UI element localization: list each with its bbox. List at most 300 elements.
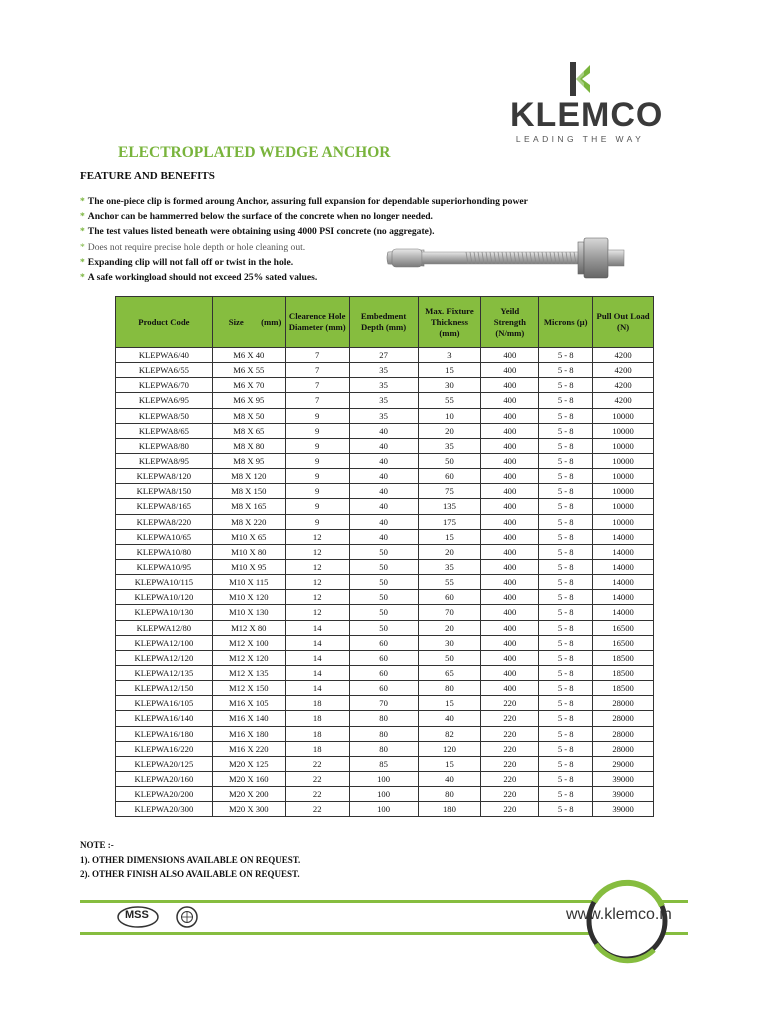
table-row xyxy=(116,408,654,423)
table-cell: 5 - 8 xyxy=(539,787,593,802)
table-cell: M10 X 95 xyxy=(212,559,285,574)
table-cell: M10 X 120 xyxy=(212,590,285,605)
table-cell: 12 xyxy=(285,605,349,620)
table-cell: KLEPWA20/160 xyxy=(116,771,213,786)
table-cell: 50 xyxy=(418,650,481,665)
table-row xyxy=(116,514,654,529)
table-row xyxy=(116,499,654,514)
table-cell: 39000 xyxy=(593,802,654,817)
column-header: Max. Fixture Thickness (mm) xyxy=(418,297,481,348)
table-cell: KLEPWA16/140 xyxy=(116,711,213,726)
table-cell: 28000 xyxy=(593,726,654,741)
table-cell: M8 X 120 xyxy=(212,469,285,484)
table-cell: 12 xyxy=(285,544,349,559)
table-cell: 70 xyxy=(418,605,481,620)
table-cell: 220 xyxy=(481,726,539,741)
table-cell: 5 - 8 xyxy=(539,802,593,817)
table-cell: 4200 xyxy=(593,348,654,363)
table-cell: 55 xyxy=(418,575,481,590)
table-cell: M20 X 125 xyxy=(212,756,285,771)
table-cell: M8 X 80 xyxy=(212,438,285,453)
table-cell: KLEPWA6/55 xyxy=(116,363,213,378)
table-cell: 5 - 8 xyxy=(539,741,593,756)
note-item: 2). OTHER FINISH ALSO AVAILABLE ON REQUEST. xyxy=(80,869,300,879)
table-cell: 175 xyxy=(418,514,481,529)
table-row xyxy=(116,711,654,726)
table-cell: 15 xyxy=(418,756,481,771)
table-cell: 400 xyxy=(481,635,539,650)
table-cell: M16 X 220 xyxy=(212,741,285,756)
bullet-star-icon: * xyxy=(80,211,85,223)
table-cell: 9 xyxy=(285,438,349,453)
table-cell: 4200 xyxy=(593,393,654,408)
table-cell: 180 xyxy=(418,802,481,817)
table-cell: 22 xyxy=(285,771,349,786)
table-row xyxy=(116,665,654,680)
feature-item: * The test values listed beneath were obtaining using 4000 PSI concrete (no aggregate). xyxy=(80,226,435,238)
table-cell: 14000 xyxy=(593,559,654,574)
table-cell: 16500 xyxy=(593,620,654,635)
table-cell: 28000 xyxy=(593,711,654,726)
table-cell: 5 - 8 xyxy=(539,363,593,378)
table-cell: KLEPWA10/130 xyxy=(116,605,213,620)
table-cell: M8 X 220 xyxy=(212,514,285,529)
column-header: Size (mm) xyxy=(212,297,285,348)
table-cell: 5 - 8 xyxy=(539,499,593,514)
table-row xyxy=(116,423,654,438)
table-cell: KLEPWA20/200 xyxy=(116,787,213,802)
table-cell: 5 - 8 xyxy=(539,590,593,605)
table-cell: 10000 xyxy=(593,438,654,453)
column-header: Pull Out Load (N) xyxy=(593,297,654,348)
table-cell: 5 - 8 xyxy=(539,378,593,393)
table-cell: 5 - 8 xyxy=(539,529,593,544)
table-cell: 400 xyxy=(481,605,539,620)
table-row xyxy=(116,650,654,665)
table-cell: 14000 xyxy=(593,590,654,605)
table-cell: KLEPWA10/95 xyxy=(116,559,213,574)
table-cell: 35 xyxy=(349,378,418,393)
table-cell: KLEPWA12/100 xyxy=(116,635,213,650)
table-cell: 35 xyxy=(349,363,418,378)
table-cell: 400 xyxy=(481,393,539,408)
table-body xyxy=(116,348,654,817)
table-cell: 40 xyxy=(418,771,481,786)
bullet-star-icon: * xyxy=(80,241,85,253)
table-cell: 60 xyxy=(349,650,418,665)
table-cell: 85 xyxy=(349,756,418,771)
table-cell: 9 xyxy=(285,484,349,499)
table-cell: 400 xyxy=(481,348,539,363)
table-cell: M16 X 105 xyxy=(212,696,285,711)
table-cell: M10 X 65 xyxy=(212,529,285,544)
table-cell: 65 xyxy=(418,665,481,680)
table-cell: 15 xyxy=(418,363,481,378)
table-cell: KLEPWA12/150 xyxy=(116,681,213,696)
table-cell: M8 X 65 xyxy=(212,423,285,438)
table-cell: 10000 xyxy=(593,408,654,423)
table-cell: 20 xyxy=(418,423,481,438)
table-row xyxy=(116,378,654,393)
table-cell: 220 xyxy=(481,696,539,711)
table-cell: 10000 xyxy=(593,484,654,499)
table-cell: 5 - 8 xyxy=(539,348,593,363)
table-cell: M12 X 135 xyxy=(212,665,285,680)
table-cell: 9 xyxy=(285,408,349,423)
table-cell: 400 xyxy=(481,453,539,468)
table-cell: 7 xyxy=(285,363,349,378)
table-row xyxy=(116,469,654,484)
table-cell: KLEPWA8/165 xyxy=(116,499,213,514)
table-cell: 18 xyxy=(285,711,349,726)
table-cell: 400 xyxy=(481,363,539,378)
column-header: Product Code xyxy=(116,297,213,348)
table-cell: 400 xyxy=(481,378,539,393)
column-header: Microns (µ) xyxy=(539,297,593,348)
feature-item: * The one-piece clip is formed aroung Anchor, assuring full expansion for dependable superiorhonding power xyxy=(80,196,528,207)
table-cell: 14000 xyxy=(593,544,654,559)
table-cell: 14000 xyxy=(593,575,654,590)
table-cell: 135 xyxy=(418,499,481,514)
table-cell: M6 X 70 xyxy=(212,378,285,393)
table-cell: M10 X 80 xyxy=(212,544,285,559)
brand-name: KLEMCO xyxy=(510,96,664,134)
table-row xyxy=(116,453,654,468)
table-cell: 18500 xyxy=(593,681,654,696)
table-cell: M8 X 50 xyxy=(212,408,285,423)
table-cell: KLEPWA12/135 xyxy=(116,665,213,680)
table-cell: 220 xyxy=(481,756,539,771)
column-header: Yeild Strength (N/mm) xyxy=(481,297,539,348)
table-cell: M12 X 100 xyxy=(212,635,285,650)
table-cell: 400 xyxy=(481,681,539,696)
table-cell: 5 - 8 xyxy=(539,681,593,696)
table-cell: M10 X 115 xyxy=(212,575,285,590)
table-cell: 10000 xyxy=(593,514,654,529)
table-cell: 7 xyxy=(285,393,349,408)
table-cell: 220 xyxy=(481,787,539,802)
table-cell: 40 xyxy=(349,529,418,544)
table-cell: 5 - 8 xyxy=(539,771,593,786)
table-cell: 30 xyxy=(418,635,481,650)
table-cell: 400 xyxy=(481,544,539,559)
table-row xyxy=(116,696,654,711)
table-cell: M8 X 150 xyxy=(212,484,285,499)
table-header-row xyxy=(116,297,654,348)
table-cell: 15 xyxy=(418,696,481,711)
table-cell: 40 xyxy=(349,514,418,529)
table-row xyxy=(116,756,654,771)
table-cell: 14 xyxy=(285,665,349,680)
brand-logo xyxy=(510,62,664,144)
table-cell: 50 xyxy=(349,575,418,590)
table-cell: 60 xyxy=(349,681,418,696)
table-row xyxy=(116,348,654,363)
table-cell: 5 - 8 xyxy=(539,635,593,650)
table-cell: 10 xyxy=(418,408,481,423)
table-cell: KLEPWA12/80 xyxy=(116,620,213,635)
table-cell: 4200 xyxy=(593,363,654,378)
table-cell: 10000 xyxy=(593,499,654,514)
bullet-star-icon: * xyxy=(80,256,85,268)
table-cell: 9 xyxy=(285,469,349,484)
table-cell: 400 xyxy=(481,575,539,590)
table-cell: 5 - 8 xyxy=(539,575,593,590)
table-cell: KLEPWA6/95 xyxy=(116,393,213,408)
table-cell: 5 - 8 xyxy=(539,453,593,468)
feature-item: * Does not require precise hole depth or hole cleaning out. xyxy=(80,241,306,253)
table-cell: 18500 xyxy=(593,650,654,665)
bullet-star-icon: * xyxy=(80,226,85,238)
table-row xyxy=(116,635,654,650)
table-cell: 15 xyxy=(418,529,481,544)
table-row xyxy=(116,484,654,499)
table-cell: 400 xyxy=(481,514,539,529)
table-cell: 40 xyxy=(349,423,418,438)
table-cell: KLEPWA10/115 xyxy=(116,575,213,590)
table-cell: 80 xyxy=(418,787,481,802)
table-cell: 400 xyxy=(481,438,539,453)
table-cell: 10000 xyxy=(593,469,654,484)
table-cell: 16500 xyxy=(593,635,654,650)
table-cell: 50 xyxy=(349,590,418,605)
table-cell: KLEPWA8/220 xyxy=(116,514,213,529)
table-cell: 80 xyxy=(349,741,418,756)
table-cell: M10 X 130 xyxy=(212,605,285,620)
table-cell: 5 - 8 xyxy=(539,605,593,620)
table-cell: 4200 xyxy=(593,378,654,393)
table-cell: M20 X 300 xyxy=(212,802,285,817)
table-row xyxy=(116,529,654,544)
table-cell: 400 xyxy=(481,499,539,514)
table-cell: 80 xyxy=(418,681,481,696)
table-cell: M8 X 95 xyxy=(212,453,285,468)
table-cell: M6 X 95 xyxy=(212,393,285,408)
table-cell: M20 X 200 xyxy=(212,787,285,802)
column-header: Clearence Hole Diameter (mm) xyxy=(285,297,349,348)
table-cell: 220 xyxy=(481,802,539,817)
table-cell: 100 xyxy=(349,787,418,802)
table-cell: 5 - 8 xyxy=(539,484,593,499)
table-cell: M6 X 55 xyxy=(212,363,285,378)
table-cell: 120 xyxy=(418,741,481,756)
table-cell: 39000 xyxy=(593,787,654,802)
table-cell: KLEPWA6/70 xyxy=(116,378,213,393)
table-cell: 9 xyxy=(285,453,349,468)
table-cell: 14 xyxy=(285,635,349,650)
table-cell: 35 xyxy=(418,438,481,453)
table-cell: 30 xyxy=(418,378,481,393)
table-cell: 400 xyxy=(481,469,539,484)
table-cell: 35 xyxy=(349,408,418,423)
bullet-star-icon: * xyxy=(80,196,85,207)
table-cell: 5 - 8 xyxy=(539,544,593,559)
table-cell: 5 - 8 xyxy=(539,756,593,771)
table-cell: KLEPWA10/80 xyxy=(116,544,213,559)
page-title: ELECTROPLATED WEDGE ANCHOR xyxy=(118,144,391,161)
table-cell: 22 xyxy=(285,802,349,817)
table-row xyxy=(116,393,654,408)
table-cell: 5 - 8 xyxy=(539,393,593,408)
certification-badges xyxy=(116,906,200,926)
table-cell: 14 xyxy=(285,650,349,665)
table-cell: KLEPWA8/95 xyxy=(116,453,213,468)
table-cell: 18500 xyxy=(593,665,654,680)
table-row xyxy=(116,620,654,635)
table-cell: 28000 xyxy=(593,696,654,711)
table-cell: 20 xyxy=(418,620,481,635)
table-row xyxy=(116,559,654,574)
table-cell: 7 xyxy=(285,348,349,363)
table-cell: KLEPWA12/120 xyxy=(116,650,213,665)
table-cell: 400 xyxy=(481,529,539,544)
table-cell: 28000 xyxy=(593,741,654,756)
table-cell: 3 xyxy=(418,348,481,363)
table-cell: 5 - 8 xyxy=(539,726,593,741)
table-cell: 5 - 8 xyxy=(539,469,593,484)
table-cell: KLEPWA16/105 xyxy=(116,696,213,711)
table-cell: M16 X 180 xyxy=(212,726,285,741)
table-cell: 75 xyxy=(418,484,481,499)
table-cell: 50 xyxy=(418,453,481,468)
table-cell: 60 xyxy=(349,665,418,680)
wedge-anchor-image xyxy=(384,236,628,280)
table-cell: 10000 xyxy=(593,423,654,438)
note-item: 1). OTHER DIMENSIONS AVAILABLE ON REQUEST. xyxy=(80,854,301,865)
table-cell: 12 xyxy=(285,559,349,574)
table-cell: 14 xyxy=(285,681,349,696)
table-cell: 50 xyxy=(349,620,418,635)
table-cell: 55 xyxy=(418,393,481,408)
table-cell: 5 - 8 xyxy=(539,408,593,423)
website-link[interactable]: www.klemco.in xyxy=(566,906,672,923)
table-cell: KLEPWA16/180 xyxy=(116,726,213,741)
table-row xyxy=(116,726,654,741)
table-cell: KLEPWA10/65 xyxy=(116,529,213,544)
table-cell: 29000 xyxy=(593,756,654,771)
table-cell: KLEPWA8/150 xyxy=(116,484,213,499)
table-cell: 80 xyxy=(349,711,418,726)
table-cell: 18 xyxy=(285,726,349,741)
table-cell: M16 X 140 xyxy=(212,711,285,726)
table-cell: 5 - 8 xyxy=(539,711,593,726)
table-cell: 22 xyxy=(285,787,349,802)
table-cell: 12 xyxy=(285,529,349,544)
table-cell: KLEPWA8/65 xyxy=(116,423,213,438)
table-cell: 400 xyxy=(481,484,539,499)
table-cell: 40 xyxy=(349,438,418,453)
notes-block xyxy=(80,838,300,882)
notes-heading: NOTE :- xyxy=(80,840,114,850)
klemco-k-icon xyxy=(568,62,592,96)
table-cell: 9 xyxy=(285,514,349,529)
table-row xyxy=(116,802,654,817)
table-cell: 80 xyxy=(349,726,418,741)
table-cell: 50 xyxy=(349,544,418,559)
table-cell: 50 xyxy=(349,605,418,620)
table-cell: 14000 xyxy=(593,605,654,620)
table-cell: 5 - 8 xyxy=(539,423,593,438)
table-cell: 12 xyxy=(285,575,349,590)
table-cell: KLEPWA10/120 xyxy=(116,590,213,605)
table-row xyxy=(116,741,654,756)
table-cell: 100 xyxy=(349,771,418,786)
table-cell: 82 xyxy=(418,726,481,741)
table-cell: 400 xyxy=(481,559,539,574)
table-cell: 10000 xyxy=(593,453,654,468)
table-cell: 5 - 8 xyxy=(539,650,593,665)
table-cell: 14000 xyxy=(593,529,654,544)
table-cell: 7 xyxy=(285,378,349,393)
table-cell: 5 - 8 xyxy=(539,514,593,529)
table-cell: 400 xyxy=(481,590,539,605)
table-cell: 220 xyxy=(481,771,539,786)
mss-badge: MSS xyxy=(125,909,149,921)
table-row xyxy=(116,438,654,453)
table-cell: 60 xyxy=(418,590,481,605)
table-row xyxy=(116,575,654,590)
table-cell: 50 xyxy=(349,559,418,574)
column-header: Embedment Depth (mm) xyxy=(349,297,418,348)
table-cell: 5 - 8 xyxy=(539,438,593,453)
table-cell: 400 xyxy=(481,665,539,680)
table-cell: 12 xyxy=(285,590,349,605)
table-row xyxy=(116,787,654,802)
spec-table xyxy=(115,296,654,817)
table-cell: 39000 xyxy=(593,771,654,786)
table-cell: KLEPWA20/125 xyxy=(116,756,213,771)
table-cell: M20 X 160 xyxy=(212,771,285,786)
table-cell: 40 xyxy=(349,469,418,484)
table-cell: 220 xyxy=(481,741,539,756)
table-cell: 18 xyxy=(285,741,349,756)
table-cell: 35 xyxy=(418,559,481,574)
table-cell: M8 X 165 xyxy=(212,499,285,514)
table-row xyxy=(116,363,654,378)
table-cell: 9 xyxy=(285,423,349,438)
table-cell: 20 xyxy=(418,544,481,559)
table-cell: 5 - 8 xyxy=(539,559,593,574)
table-cell: 5 - 8 xyxy=(539,620,593,635)
table-cell: KLEPWA8/50 xyxy=(116,408,213,423)
section-heading: FEATURE AND BENEFITS xyxy=(80,170,215,182)
table-row xyxy=(116,771,654,786)
table-cell: 40 xyxy=(349,453,418,468)
table-cell: 400 xyxy=(481,620,539,635)
table-cell: KLEPWA8/120 xyxy=(116,469,213,484)
table-cell: 70 xyxy=(349,696,418,711)
table-cell: 400 xyxy=(481,408,539,423)
table-cell: KLEPWA16/220 xyxy=(116,741,213,756)
table-cell: 14 xyxy=(285,620,349,635)
table-cell: 220 xyxy=(481,711,539,726)
table-cell: 5 - 8 xyxy=(539,665,593,680)
table-row xyxy=(116,590,654,605)
table-cell: KLEPWA8/80 xyxy=(116,438,213,453)
table-row xyxy=(116,681,654,696)
table-cell: 400 xyxy=(481,423,539,438)
table-cell: 27 xyxy=(349,348,418,363)
table-cell: M12 X 120 xyxy=(212,650,285,665)
table-cell: 40 xyxy=(349,499,418,514)
table-cell: M6 X 40 xyxy=(212,348,285,363)
table-cell: 18 xyxy=(285,696,349,711)
table-cell: KLEPWA20/300 xyxy=(116,802,213,817)
brand-tagline: LEADING THE WAY xyxy=(515,134,645,144)
table-cell: 60 xyxy=(349,635,418,650)
table-cell: 22 xyxy=(285,756,349,771)
table-row xyxy=(116,605,654,620)
